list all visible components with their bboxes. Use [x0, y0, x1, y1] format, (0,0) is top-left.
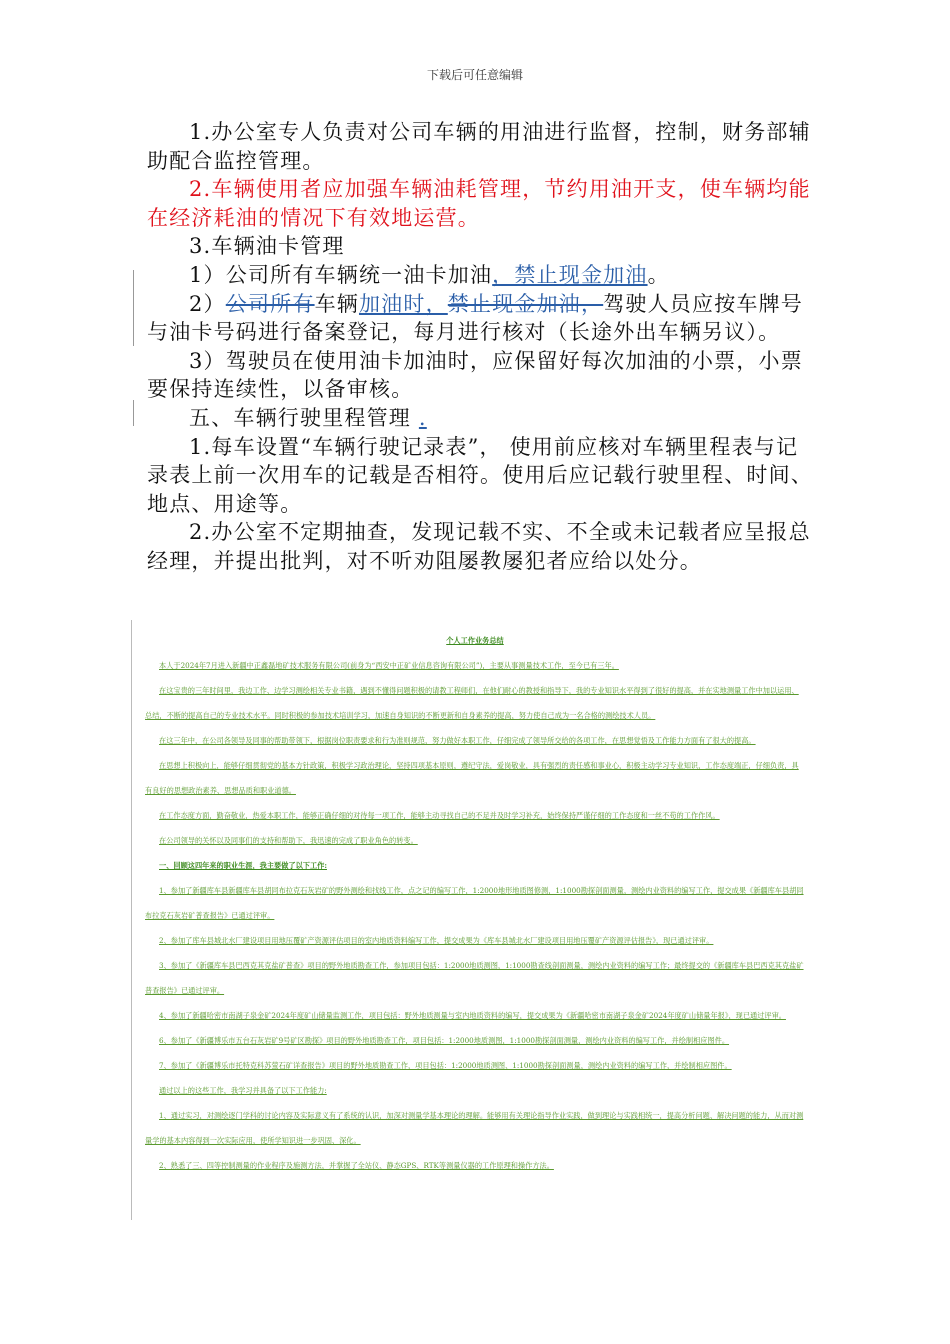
paragraph: 1.每车设置“车辆行驶记录表”， 使用前应核对车辆里程表与记录表上前一次用车的记载是否相符。使用后应记载行驶里程、时间、地点、用途等。 [147, 434, 813, 516]
deleted-text: 禁止现金加油， [447, 291, 604, 316]
section-heading [147, 404, 817, 433]
embedded-title: 个人工作业务总结 [446, 636, 504, 645]
embedded-document [131, 620, 811, 1220]
embedded-paragraph: 在思想上积极向上，能够仔细贯彻党的基本方针政策，积极学习政治理论，坚持四项基本原则，遵纪守法，爱岗敬业，具有强烈的责任感和事业心，积极主动学习专业知识，工作态度端正，仔细负责，具有良好的思想政治素养、思想品质和职业道德。 [145, 761, 799, 795]
embedded-paragraph: 本人于2024年7月进入新疆中正鑫磊地矿技术服务有限公司(前身为“西安中正矿业信息咨询有限公司”)，主要从事测量技术工作，至今已有三年。 [159, 661, 619, 670]
text: 2） [189, 291, 226, 316]
embedded-list-item: 2、参加了库车县城北水厂建设项目用地压覆矿产资源评估项目的室内地质资料编写工作，提交成果为《库车县城北水厂建设项目用地压覆矿产资源评估报告》，现已通过评审。 [159, 936, 714, 945]
embedded-list-item: 1、参加了新疆库车县新疆库车县胡同布拉克石灰岩矿的野外测绘和找线工作，点之记的编写工作，1:2000地形地质图修测，1:1000勘探剖面测量，测绘内业资料的编写工作，提交成果《新疆库车县胡同布拉克石灰岩矿普查报告》已通过评审。 [145, 886, 804, 920]
paragraph: 1.办公室专人负责对公司车辆的用油进行监督，控制，财务部辅助配合监控管理。 [147, 120, 811, 173]
change-bar [133, 400, 134, 426]
embedded-paragraph: 在公司领导的关怀以及同事们的支持和帮助下，我迅速的完成了职业角色的转变。 [159, 836, 418, 845]
document-body [147, 118, 817, 576]
paragraph [147, 261, 817, 290]
embedded-section-heading: 一、回顾这四年来的职业生涯，我主要做了以下工作: [159, 861, 327, 870]
embedded-paragraph: 在这宝贵的三年时间里，我边工作、边学习测绘相关专业书籍，遇到不懂得问题积极的请教工程师们，在他们耐心的教授和指导下，我的专业知识水平得到了很好的提高，并在实地测量工作中加以运用、总结，不断的提高自己的专业技术水平。同时积极的参加技术培训学习，加速自身知识的不断更新和自身素养的提高，努力使自己成为一名合格的测绘技术人员。 [145, 686, 799, 720]
text: 。 [647, 262, 670, 287]
margin-line [131, 620, 132, 1220]
inserted-text: 加油时， [358, 291, 448, 316]
embedded-list-item: 4、参加了新疆哈密市南湖子泉金矿2024年度矿山储量监测工作，项目包括：野外地质测量与室内地质资料的编写，提交成果为《新疆哈密市南湖子泉金矿2024年度矿山储量年报》，现已通过评审。 [159, 1011, 786, 1020]
deleted-text: 公司所有 [225, 291, 315, 316]
embedded-list-item: 3、参加了《新疆库车县巴西克其克盐矿普查》项目的野外地质勘查工作，参加项目包括：1:2000地质测图，1:1000勘查线剖面测量，测绘内业资料的编写工作；最终提交的《新疆库车县巴西克其克盐矿普查报告》已通过评审。 [145, 961, 804, 995]
paragraph [147, 290, 817, 347]
embedded-list-item: 6、参加了《新疆博乐市五台石灰岩矿9号矿区勘探》项目的野外地质勘查工作，项目包括：1:2000地质测图，1:1000勘探剖面测量，测绘内业资料的编写工作，并绘制相应图件。 [159, 1036, 730, 1045]
embedded-summary: 通过以上的这些工作，我学习并具备了以下工作能力: [159, 1086, 327, 1095]
paragraph: 3）驾驶员在使用油卡加油时，应保留好每次加油的小票，小票要保持连续性，以备审核。 [147, 348, 803, 402]
change-bar [133, 270, 134, 346]
text: 1）公司所有车辆统一油卡加油 [189, 262, 493, 287]
embedded-paragraph: 在这三年中，在公司各领导及同事的帮助带领下，根据岗位职责要求和行为准则规范，努力做好本职工作，仔细完成了领导所交给的各项工作，在思想觉悟及工作能力方面有了很大的提高。 [159, 736, 756, 745]
embedded-list-item: 7、参加了《新疆博乐市托特克科苏萤石矿详查报告》项目的野外地质勘查工作，项目包括：1:2000地质测图、1:1000勘探剖面测量，测绘内业资料的编写工作，并绘制相应图件。 [159, 1061, 732, 1070]
embedded-list-item: 2、熟悉了三、四等控制测量的作业程序及施测方法，并掌握了全站仪、静态GPS、RTK等测量仪器的工作原理和操作方法。 [159, 1161, 554, 1170]
embedded-paragraph: 在工作态度方面，勤奋敬业，热爱本职工作，能够正确仔细的对待每一项工作，能够主动寻找自己的不足并及时学习补充，始终保持严谨仔细的工作态度和一丝不苟的工作作风。 [159, 811, 720, 820]
text: 驾驶人员应按车牌号与油卡号码进行备案登记，每月进行核对（长途外出车辆另议）。 [147, 291, 804, 345]
text: 车辆 [314, 291, 359, 316]
revision-mark: . [418, 405, 427, 430]
page-header: 下载后可任意编辑 [426, 68, 523, 82]
paragraph-highlighted: 2.车辆使用者应加强车辆油耗管理，节约用油开支，使车辆均能在经济耗油的情况下有效地运营。 [147, 177, 811, 230]
text: 五、车辆行驶里程管理 [189, 405, 411, 430]
inserted-text: ，禁止现金加油 [492, 262, 648, 287]
paragraph: 3.车辆油卡管理 [189, 234, 345, 259]
paragraph: 2.办公室不定期抽查，发现记载不实、不全或未记载者应呈报总经理，并提出批判，对不听劝阻屡教屡犯者应给以处分。 [147, 520, 811, 573]
embedded-list-item: 1、通过实习，对测绘逐门学科的讨论内容及实际意义有了系统的认识，加深对测量学基本理论的理解。能够用有关理论指导作业实践，做到理论与实践相统一，提高分析问题、解决问题的能力，从而对测量学的基本内容得到一次实际应用，使所学知识进一步巩固、深化。 [145, 1111, 804, 1145]
